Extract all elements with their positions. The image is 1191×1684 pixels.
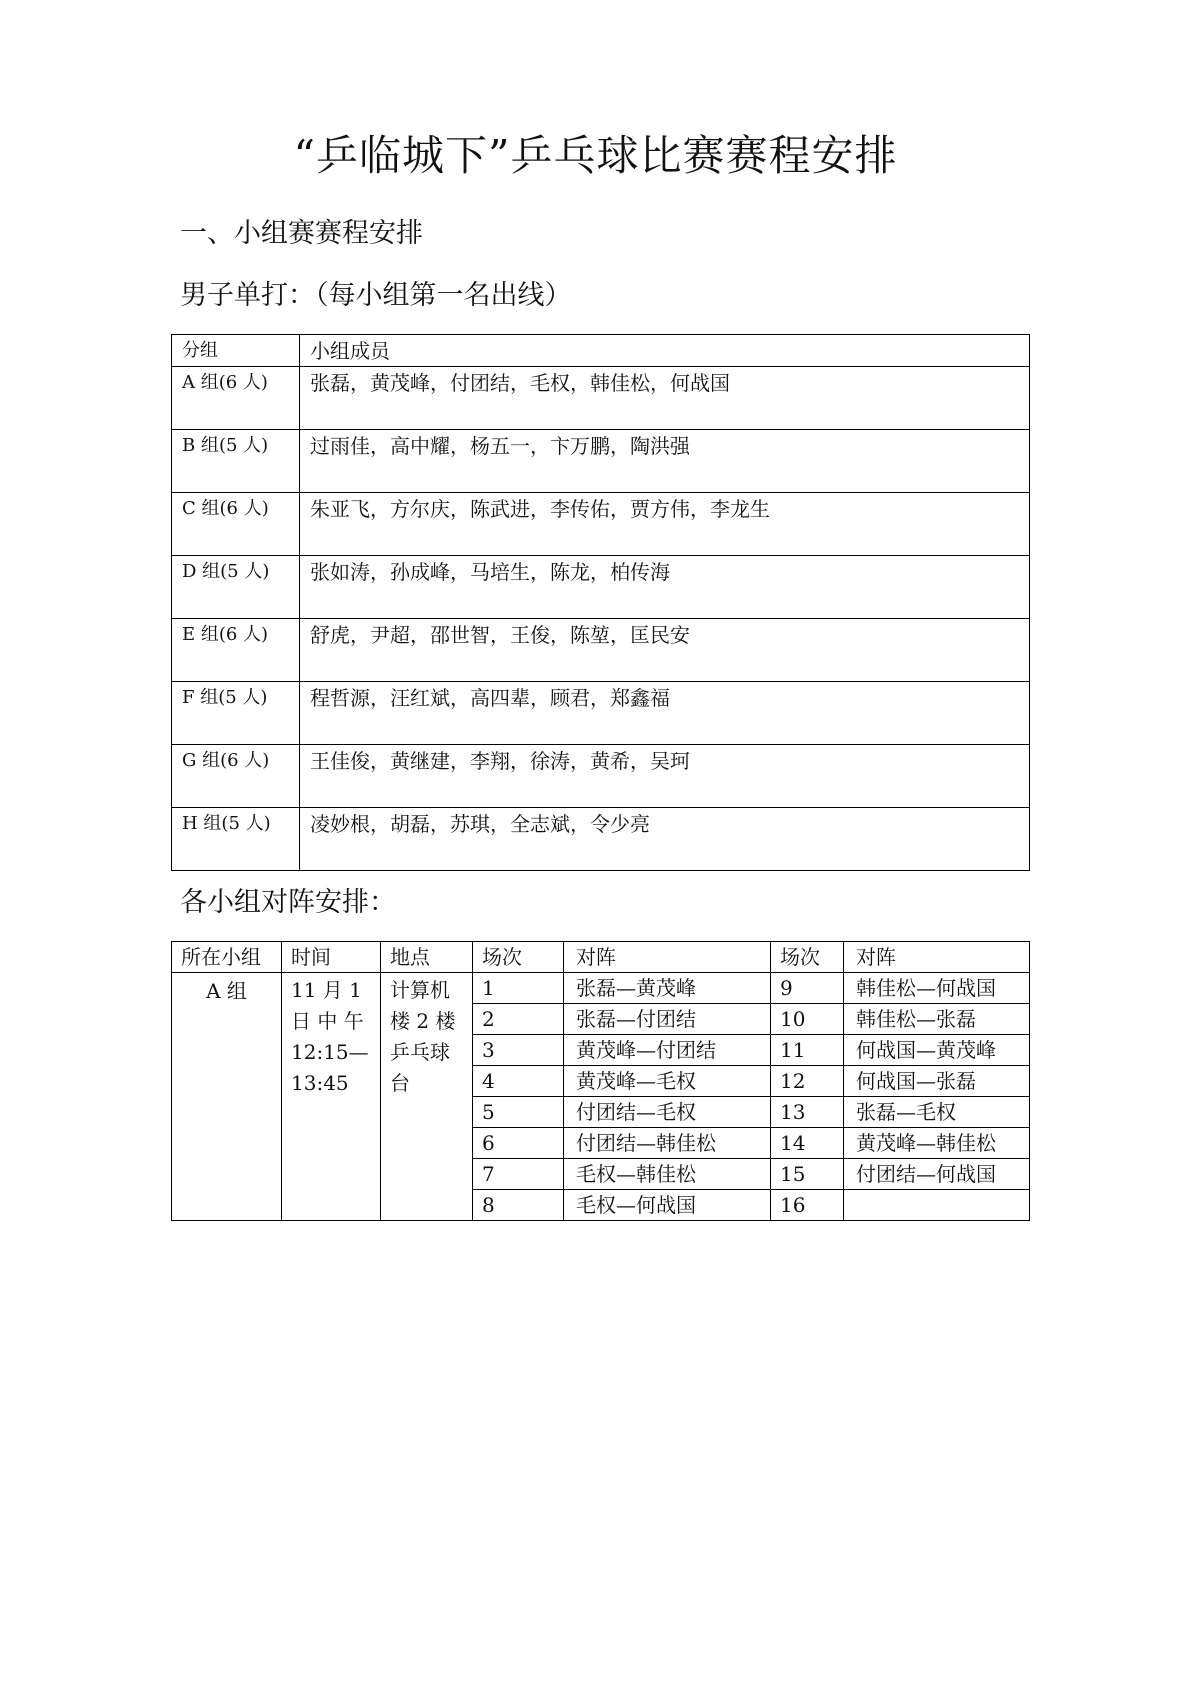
matchup-cell: 张磊—毛权 [844,1097,1030,1128]
matchups-heading: 各小组对阵安排： [180,887,396,918]
group-members-cell: 朱亚飞，方尔庆，陈武进，李传佑，贾方伟，李龙生 [300,493,1030,556]
matches-table [171,941,1030,1221]
section-heading-group-stage: 一、小组赛赛程安排 [180,218,423,249]
group-members-cell: 程哲源，汪红斌，高四辈，顾君，郑鑫福 [300,682,1030,745]
groups-table [171,334,1030,871]
header-match-no-2: 场次 [771,942,844,973]
table-row [172,367,1030,430]
match-no-cell: 7 [473,1159,564,1190]
match-no-cell: 6 [473,1128,564,1159]
match-no-cell: 8 [473,1190,564,1221]
group-name-cell: C 组(6 人) [172,493,300,556]
header-group: 所在小组 [172,942,282,973]
group-name-cell: H 组(5 人) [172,808,300,871]
matchup-cell: 付团结—何战国 [844,1159,1030,1190]
match-no-cell: 10 [771,1004,844,1035]
place-line: 楼 2 楼 [390,1009,456,1033]
header-time: 时间 [282,942,381,973]
matchup-cell: 毛权—韩佳松 [564,1159,771,1190]
group-members-cell: 张磊，黄茂峰，付团结，毛权，韩佳松，何战国 [300,367,1030,430]
table-row [172,493,1030,556]
header-group: 分组 [172,335,300,367]
matchup-cell: 黄茂峰—韩佳松 [844,1128,1030,1159]
place-line: 台 [390,1071,410,1095]
table-row [172,430,1030,493]
match-no-cell: 14 [771,1128,844,1159]
matchup-cell: 张磊—黄茂峰 [564,973,771,1004]
matchup-cell: 付团结—毛权 [564,1097,771,1128]
time-line: 13:45 [291,1071,349,1095]
matches-table-header-row [172,942,1030,973]
group-members-cell: 张如涛，孙成峰，马培生，陈龙，柏传海 [300,556,1030,619]
table-row [172,682,1030,745]
table-row [172,619,1030,682]
matchup-cell: 何战国—黄茂峰 [844,1035,1030,1066]
match-no-cell: 13 [771,1097,844,1128]
match-no-cell: 2 [473,1004,564,1035]
mens-singles-heading: 男子单打：（每小组第一名出线） [180,280,572,311]
group-name-cell: G 组(6 人) [172,745,300,808]
header-matchup-2: 对阵 [844,942,1030,973]
time-line: 11 月 1 [291,978,362,1002]
match-no-cell: 12 [771,1066,844,1097]
group-name-cell: E 组(6 人) [172,619,300,682]
match-no-cell: 11 [771,1035,844,1066]
matchup-cell: 韩佳松—张磊 [844,1004,1030,1035]
header-matchup-1: 对阵 [564,942,771,973]
matchup-cell: 黄茂峰—付团结 [564,1035,771,1066]
header-place: 地点 [381,942,473,973]
time-line: 日 中 午 [291,1009,364,1033]
matchup-cell: 张磊—付团结 [564,1004,771,1035]
group-cell: A 组 [172,973,282,1221]
matchup-cell: 韩佳松—何战国 [844,973,1030,1004]
group-members-cell: 舒虎，尹超，邵世智，王俊，陈堃，匡民安 [300,619,1030,682]
match-no-cell: 16 [771,1190,844,1221]
group-name-cell: D 组(5 人) [172,556,300,619]
place-line: 乒乓球 [390,1040,450,1064]
group-members-cell: 过雨佳，高中耀，杨五一，卞万鹏，陶洪强 [300,430,1030,493]
table-row [172,973,1030,1004]
match-no-cell: 5 [473,1097,564,1128]
place-line: 计算机 [390,978,450,1002]
match-no-cell: 4 [473,1066,564,1097]
matchup-cell: 毛权—何战国 [564,1190,771,1221]
match-no-cell: 15 [771,1159,844,1190]
table-row [172,745,1030,808]
group-name-cell: B 组(5 人) [172,430,300,493]
groups-table-header-row [172,335,1030,367]
time-line: 12:15— [291,1040,369,1064]
header-members: 小组成员 [300,335,1030,367]
place-cell [381,973,473,1221]
table-row [172,556,1030,619]
document-title: “乒临城下”乒乓球比赛赛程安排 [293,131,898,180]
time-cell [282,973,381,1221]
group-members-cell: 王佳俊，黄继建，李翔，徐涛，黄希，吴珂 [300,745,1030,808]
match-no-cell: 9 [771,973,844,1004]
table-row [172,808,1030,871]
matchup-cell [844,1190,1030,1221]
match-no-cell: 3 [473,1035,564,1066]
matchup-cell: 黄茂峰—毛权 [564,1066,771,1097]
group-name-cell: A 组(6 人) [172,367,300,430]
matchup-cell: 付团结—韩佳松 [564,1128,771,1159]
match-no-cell: 1 [473,973,564,1004]
group-name-cell: F 组(5 人) [172,682,300,745]
header-match-no-1: 场次 [473,942,564,973]
matchup-cell: 何战国—张磊 [844,1066,1030,1097]
group-members-cell: 凌妙根，胡磊，苏琪，全志斌，令少亮 [300,808,1030,871]
